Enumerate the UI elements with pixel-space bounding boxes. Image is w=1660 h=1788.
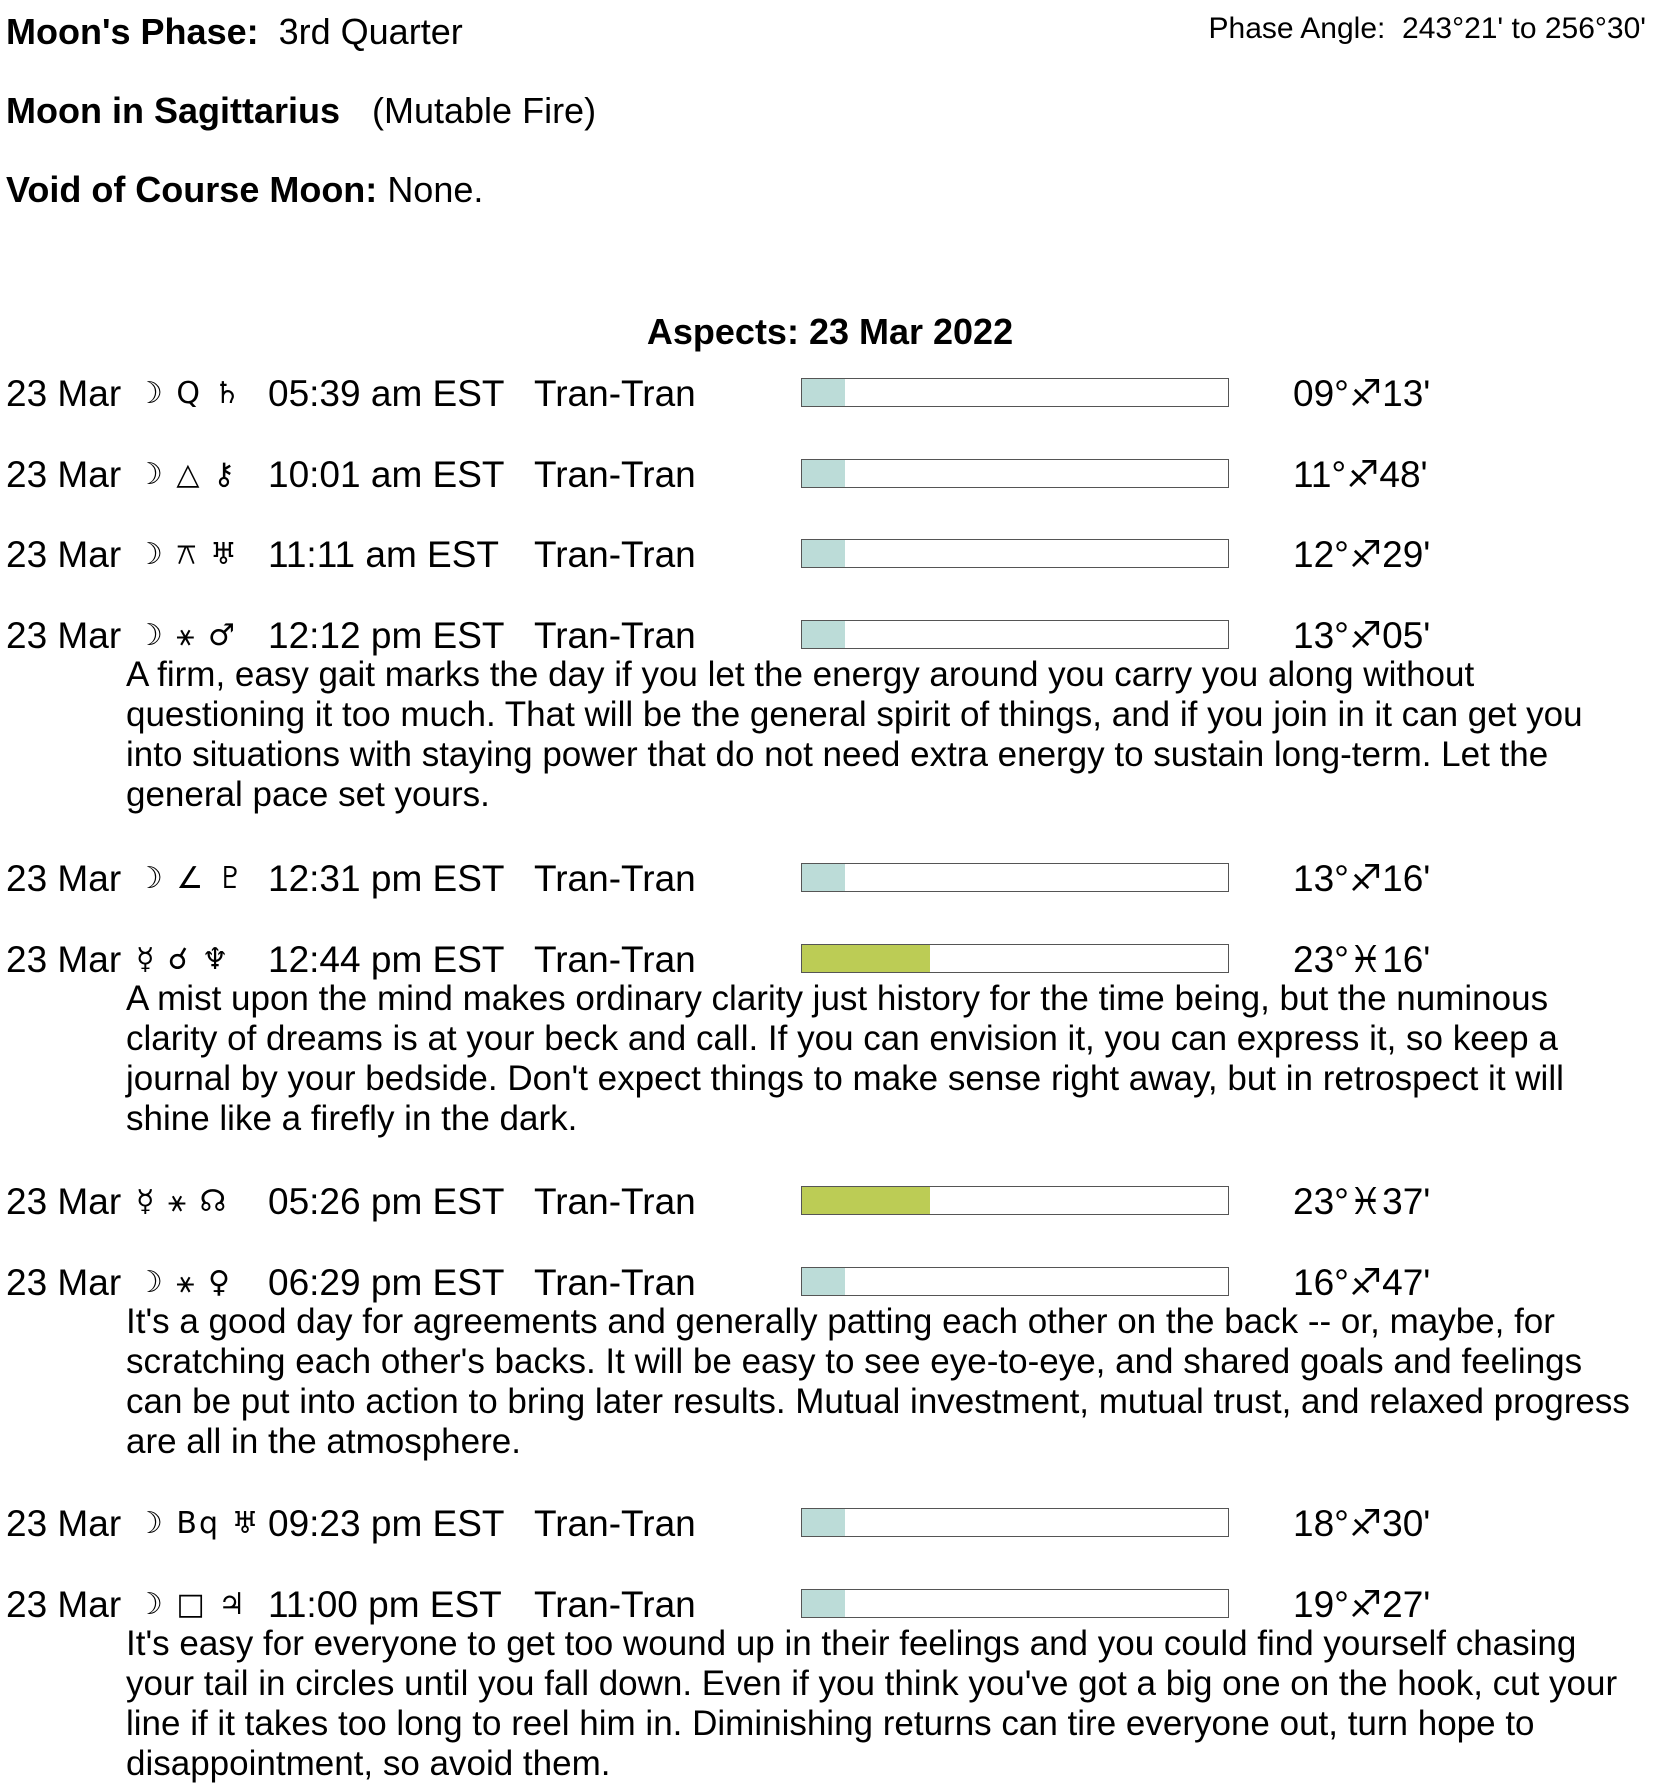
aspect-glyphs: ☽ Q ♄ — [136, 376, 243, 411]
strength-bar-fill — [802, 460, 845, 487]
aspect-row — [0, 1180, 1660, 1224]
aspect-glyphs: ☽ ⚻ ♅ — [136, 537, 239, 572]
strength-bar — [801, 539, 1229, 568]
aspect-type: Tran-Tran — [534, 454, 696, 495]
aspect-description: It's easy for everyone to get too wound up in their feelings and you could find yourself chasing your tail in circles until you fall down. Even if you think you've got a big one on the hook, cut your line if it takes too long to reel him in. Diminishing returns can tire everyone out, turn hope to disappointment, so avoid them. — [126, 1624, 1618, 1783]
aspect-position: 23°♓16' — [1293, 939, 1431, 980]
aspect-time: 12:12 pm EST — [268, 615, 505, 656]
aspect-position: 11°♐48' — [1293, 454, 1428, 495]
aspect-time: 11:00 pm EST — [268, 1584, 502, 1625]
void-of-course-line — [6, 169, 484, 210]
strength-bar — [801, 620, 1229, 649]
aspect-time: 10:01 am EST — [268, 454, 505, 495]
aspect-date: 23 Mar — [6, 1262, 122, 1303]
aspect-time: 05:39 am EST — [268, 373, 505, 414]
aspect-row — [0, 1583, 1660, 1627]
aspect-time: 12:44 pm EST — [268, 939, 505, 980]
aspect-type: Tran-Tran — [534, 1262, 696, 1303]
aspect-position: 09°♐13' — [1293, 373, 1431, 414]
strength-bar — [801, 944, 1229, 973]
aspect-glyphs: ☿ ⚹ ☊ — [136, 1184, 229, 1219]
aspect-time: 12:31 pm EST — [268, 858, 505, 899]
aspect-row — [0, 372, 1660, 416]
strength-bar-fill — [802, 1590, 845, 1617]
phase-angle-value: 243°21' to 256°30' — [1402, 12, 1646, 45]
aspect-row — [0, 614, 1660, 658]
strength-bar — [801, 378, 1229, 407]
aspect-position: 12°♐29' — [1293, 534, 1431, 575]
aspect-glyphs: ☽ Bq ♅ — [136, 1506, 261, 1541]
aspect-position: 18°♐30' — [1293, 1503, 1431, 1544]
aspect-position: 19°♐27' — [1293, 1584, 1431, 1625]
aspect-row — [0, 1261, 1660, 1305]
phase-angle-label: Phase Angle: — [1208, 12, 1386, 45]
aspect-date: 23 Mar — [6, 939, 122, 980]
aspect-date: 23 Mar — [6, 454, 122, 495]
moon-phase-label: Moon's Phase: — [6, 11, 259, 52]
aspect-type: Tran-Tran — [534, 534, 696, 575]
strength-bar — [801, 863, 1229, 892]
strength-bar-fill — [802, 1187, 930, 1214]
aspect-time: 05:26 pm EST — [268, 1181, 505, 1222]
aspects-title: Aspects: 23 Mar 2022 — [646, 311, 1014, 352]
aspect-time: 09:23 pm EST — [268, 1503, 505, 1544]
aspect-date: 23 Mar — [6, 858, 122, 899]
aspect-glyphs: ☽ ⚹ ♀ — [136, 1265, 232, 1300]
aspect-glyphs: ☽ ∠ ♇ — [136, 861, 246, 896]
aspect-row — [0, 938, 1660, 982]
aspect-description: A mist upon the mind makes ordinary clarity just history for the time being, but the numinous clarity of dreams is at your beck and call. If you can envision it, you can express it, so keep a journal by your bedside. Don't expect things to make sense right away, but in retrospect it will shine like a firefly in the dark. — [126, 979, 1564, 1138]
moon-phase-value: 3rd Quarter — [278, 11, 463, 52]
aspect-position: 13°♐05' — [1293, 615, 1431, 656]
void-of-course-label: Void of Course Moon: — [6, 169, 378, 210]
aspect-row — [0, 453, 1660, 497]
aspect-type: Tran-Tran — [534, 1181, 696, 1222]
aspect-type: Tran-Tran — [534, 939, 696, 980]
moon-sign-label: Moon in Sagittarius — [6, 90, 341, 131]
aspect-glyphs: ☽ □ ♃ — [136, 1587, 248, 1622]
moon-phase-line — [6, 11, 463, 52]
aspect-time: 06:29 pm EST — [268, 1262, 505, 1303]
aspect-type: Tran-Tran — [534, 1503, 696, 1544]
aspect-date: 23 Mar — [6, 1181, 122, 1222]
strength-bar-fill — [802, 864, 845, 891]
aspect-description: It's a good day for agreements and generally patting each other on the back -- or, maybe, for scratching each other's backs. It will be easy to see eye-to-eye, and shared goals and feelings can be put into action to bring later results. Mutual investment, mutual trust, and relaxed progress are all in the atmosphere. — [126, 1302, 1630, 1461]
aspect-description: A firm, easy gait marks the day if you let the energy around you carry you along without questioning it too much. That will be the general spirit of things, and if you join in it can get you into situations with staying power that do not need extra energy to sustain long-term. Let the general pace set yours. — [126, 655, 1583, 814]
aspect-date: 23 Mar — [6, 534, 122, 575]
aspect-position: 16°♐47' — [1293, 1262, 1431, 1303]
strength-bar-fill — [802, 540, 845, 567]
aspect-type: Tran-Tran — [534, 615, 696, 656]
aspect-date: 23 Mar — [6, 615, 122, 656]
phase-angle-line — [1209, 14, 1646, 44]
aspect-type: Tran-Tran — [534, 373, 696, 414]
aspect-date: 23 Mar — [6, 1584, 122, 1625]
strength-bar-fill — [802, 621, 845, 648]
aspect-date: 23 Mar — [6, 373, 122, 414]
strength-bar — [801, 1267, 1229, 1296]
aspect-glyphs: ☽ ⚹ ♂ — [136, 618, 237, 653]
aspect-type: Tran-Tran — [534, 858, 696, 899]
strength-bar — [801, 1186, 1229, 1215]
aspect-row — [0, 1502, 1660, 1546]
aspect-time: 11:11 am EST — [268, 534, 500, 575]
aspect-date: 23 Mar — [6, 1503, 122, 1544]
moon-sign-element: (Mutable Fire) — [372, 90, 597, 131]
strength-bar — [801, 1508, 1229, 1537]
aspect-row — [0, 857, 1660, 901]
aspect-type: Tran-Tran — [534, 1584, 696, 1625]
strength-bar-fill — [802, 945, 930, 972]
strength-bar — [801, 1589, 1229, 1618]
aspect-position: 23°♓37' — [1293, 1181, 1431, 1222]
aspect-row — [0, 533, 1660, 577]
strength-bar-fill — [802, 1268, 845, 1295]
strength-bar-fill — [802, 1509, 845, 1536]
aspect-glyphs: ☽ △ ⚷ — [136, 457, 238, 492]
moon-sign-line — [6, 90, 597, 131]
aspect-position: 13°♐16' — [1293, 858, 1431, 899]
aspect-glyphs: ☿ ☌ ♆ — [136, 942, 231, 977]
strength-bar — [801, 459, 1229, 488]
void-of-course-value: None. — [387, 169, 484, 210]
strength-bar-fill — [802, 379, 845, 406]
